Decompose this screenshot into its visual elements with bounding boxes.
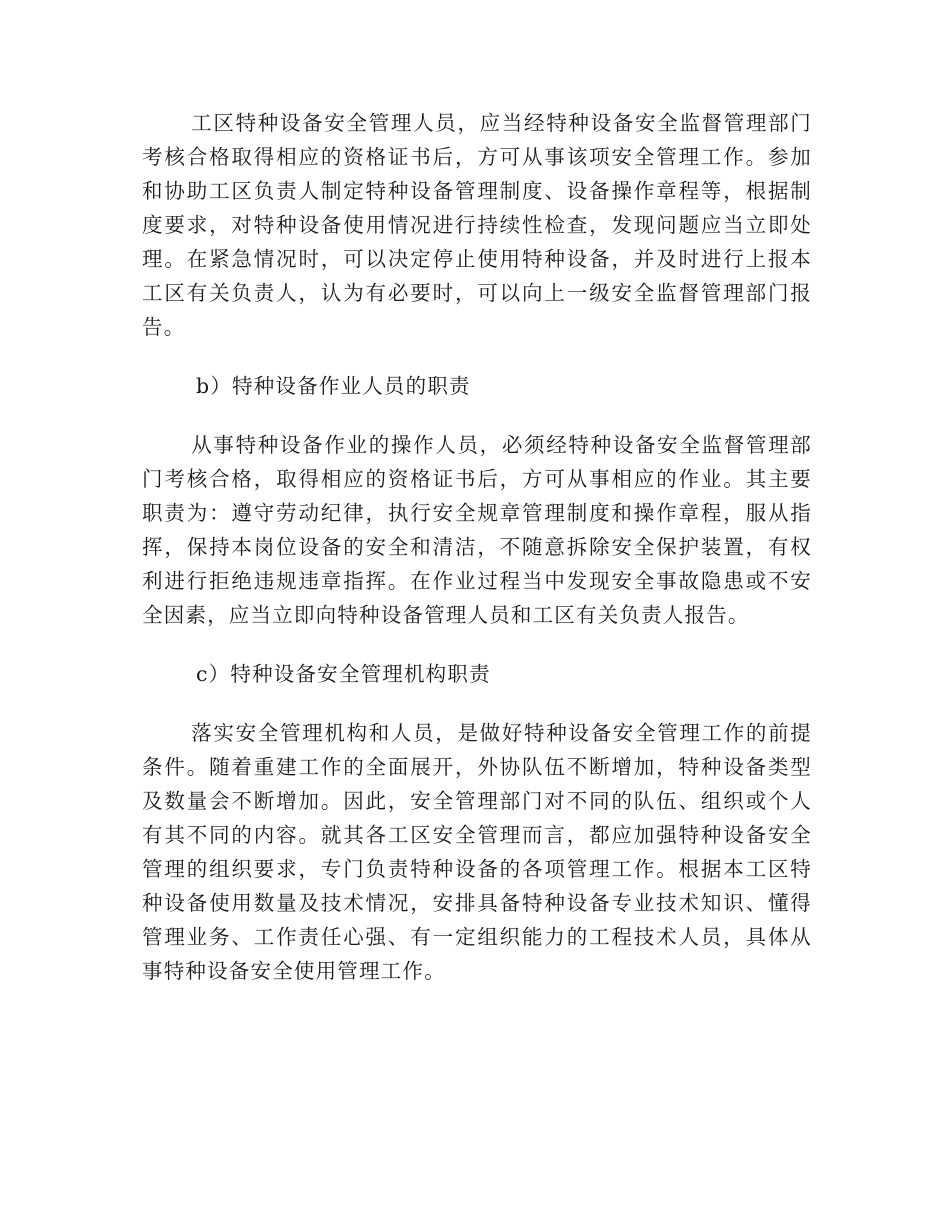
spacer [142, 344, 812, 369]
heading-management-body-duties: c）特种设备安全管理机构职责 [196, 662, 491, 686]
paragraph-safety-managers: 工区特种设备安全管理人员，应当经特种设备安全监督管理部门考核合格取得相应的资格证书后，方可从事该项安全管理工作。参加和协助工区负责人制定特种设备管理制度、设备操作章程等，根据制度要求，对特种设备使用情况进行持续性检查，发现问题应当立即处理。在紧急情况时，可以决定停止使用特种设备，并及时进行上报本工区有关负责人，认为有必要时，可以向上一级安全监督管理部门报告。 [142, 111, 812, 339]
heading-operators-duties: b）特种设备作业人员的职责 [196, 374, 471, 398]
paragraph-management-body: 落实安全管理机构和人员，是做好特种设备安全管理工作的前提条件。随着重建工作的全面展开，外协队伍不断增加，特种设备类型及数量会不断增加。因此，安全管理部门对不同的队伍、组织或个人有其不同的内容。就其各工区安全管理而言，都应加强特种设备安全管理的组织要求，专门负责特种设备的各项管理工作。根据本工区特种设备使用数量及技术情况，安排具备特种设备专业技术知识、懂得管理业务、工作责任心强、有一定组织能力的工程技术人员，具体从事特种设备安全使用管理工作。 [142, 721, 812, 983]
paragraph-operators: 从事特种设备作业的操作人员，必须经特种设备安全监督管理部门考核合格，取得相应的资格证书后，方可从事相应的作业。其主要职责为：遵守劳动纪律，执行安全规章管理制度和操作章程，服从指挥，保持本岗位设备的安全和清洁，不随意拆除安全保护装置，有权利进行拒绝违规违章指挥。在作业过程当中发现安全事故隐患或不安全因素，应当立即向特种设备管理人员和工区有关负责人报告。 [142, 433, 812, 627]
spacer [142, 691, 812, 716]
spacer [142, 403, 812, 428]
document-page [142, 106, 812, 988]
spacer [142, 632, 812, 657]
